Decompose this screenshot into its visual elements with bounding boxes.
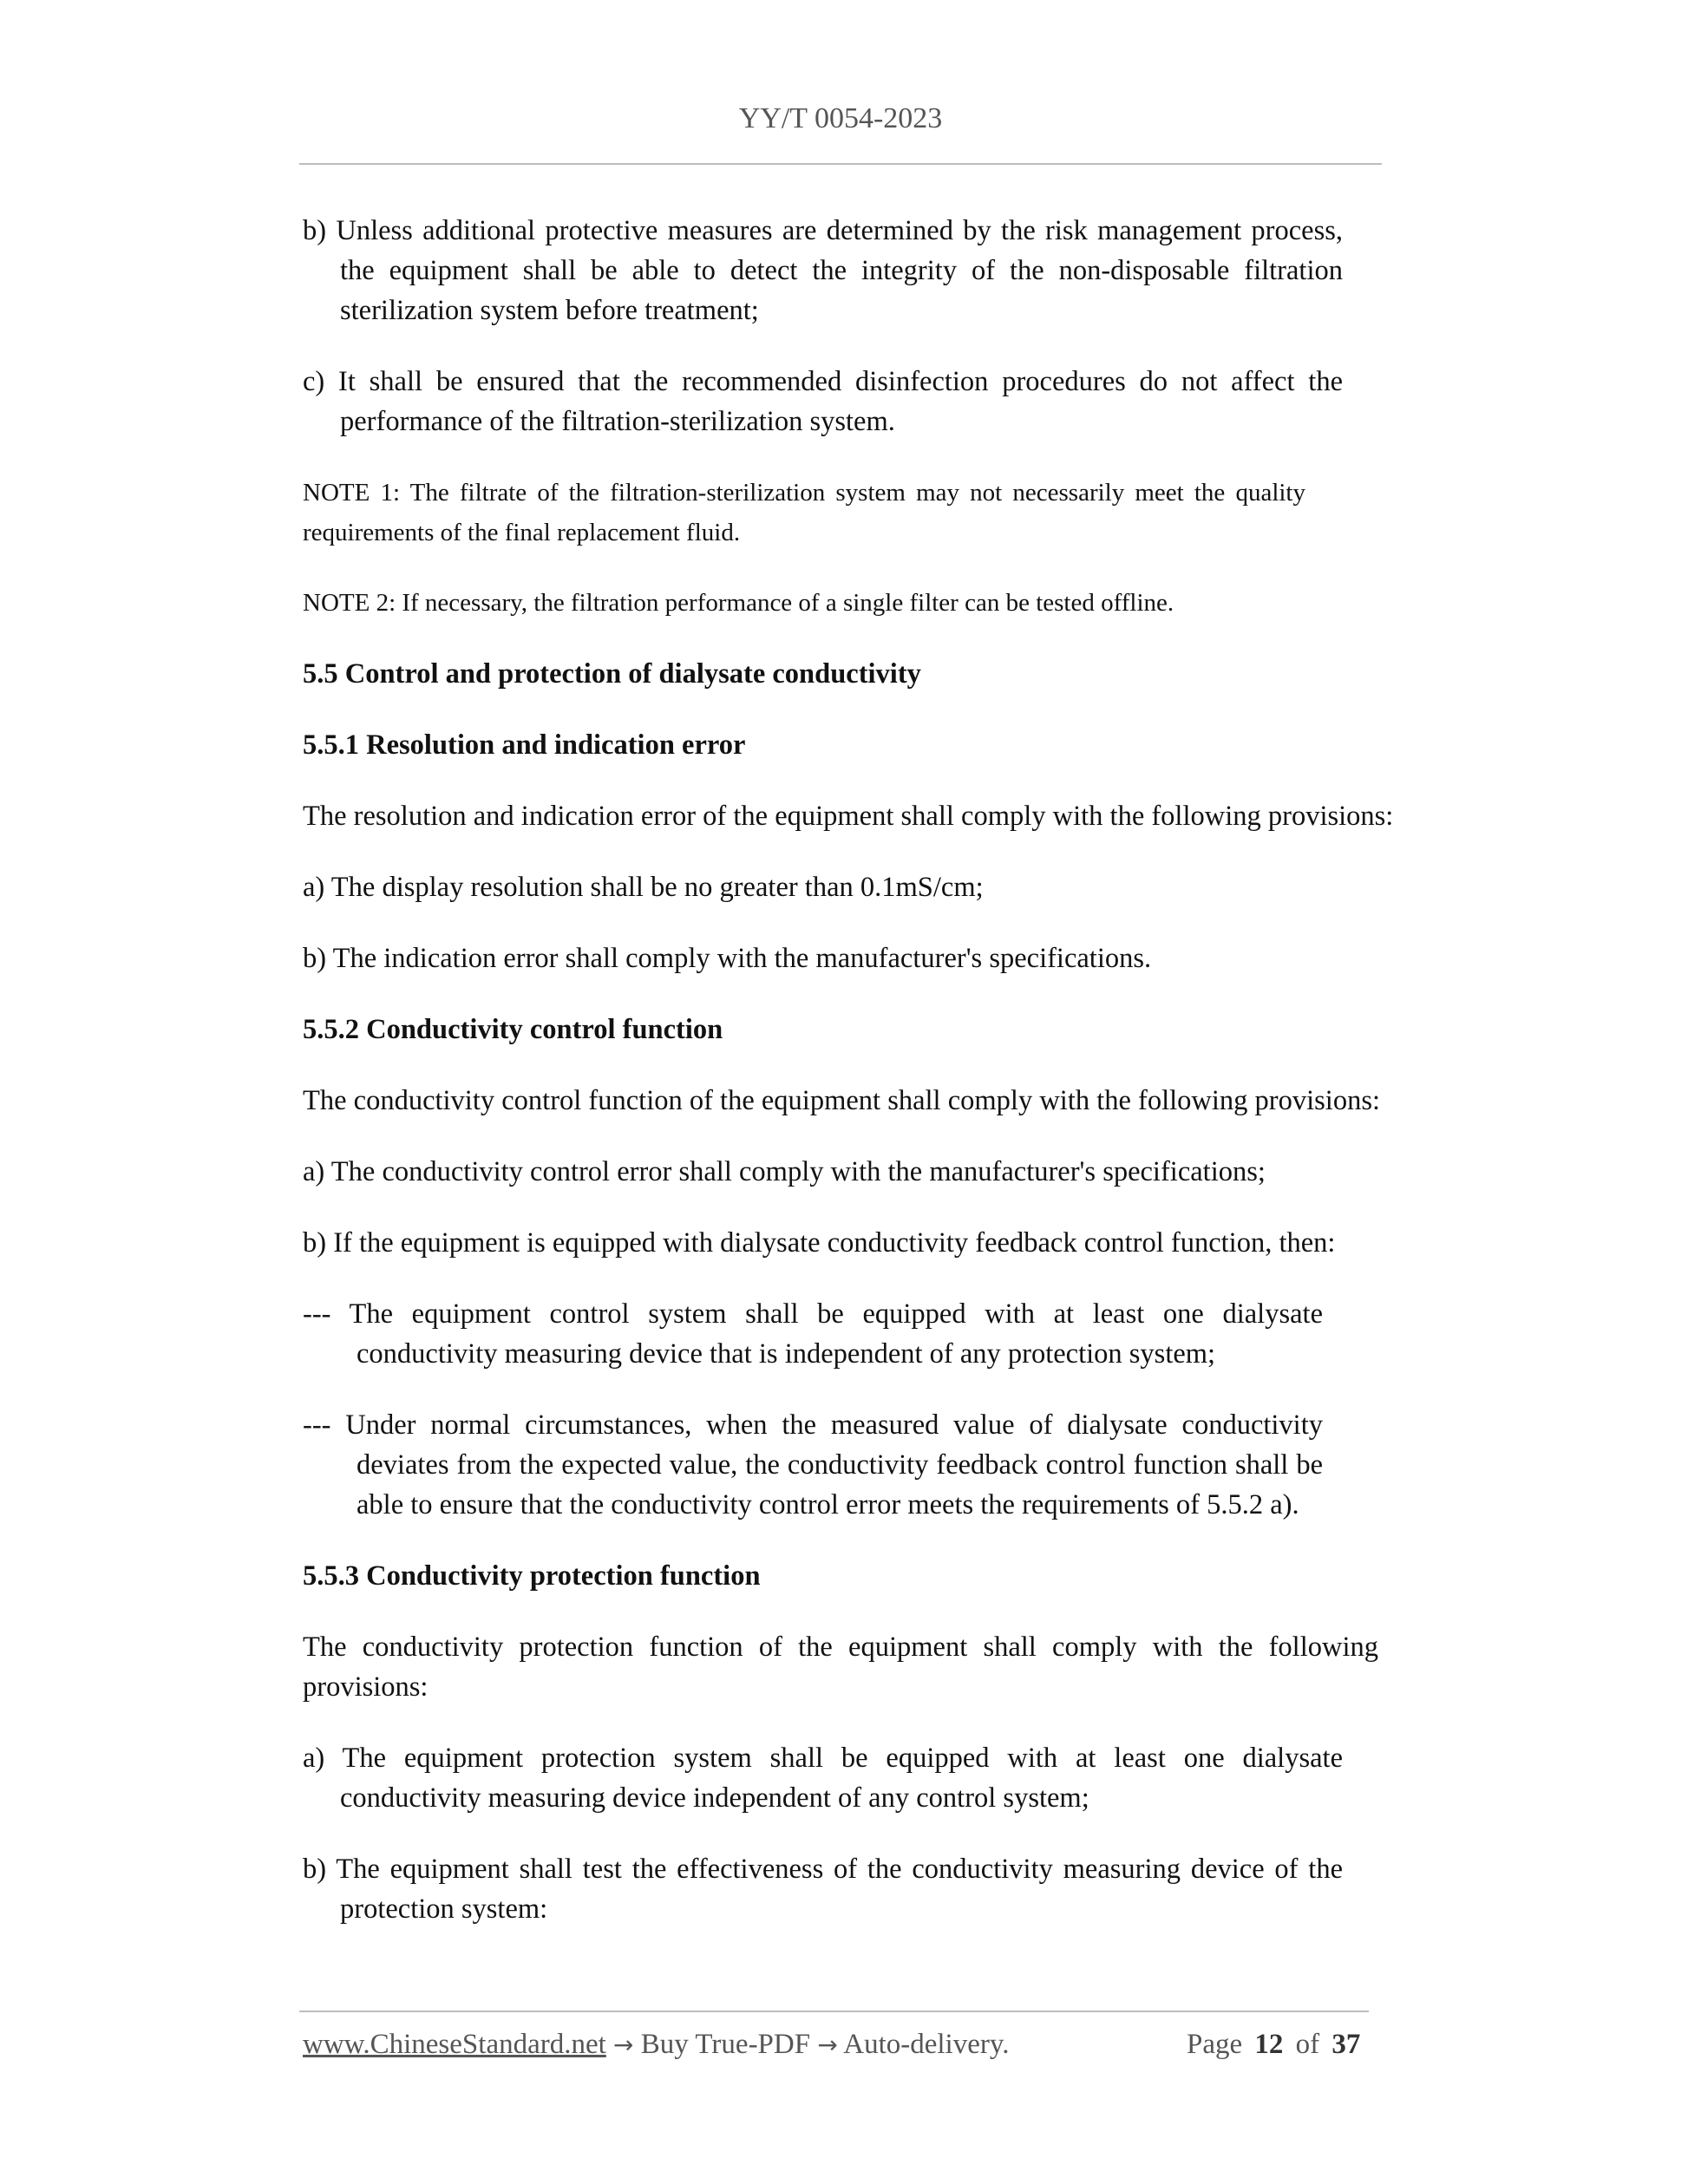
dash-item-2: --- Under normal circumstances, when the measured value of dialysate conductivity deviates from the expected value, the conductivity feedback control function shall be able to ensure that the conductivity control error meets the requirements of 5.5.2 a). <box>303 1409 1323 1520</box>
section-heading-5-5-2: 5.5.2 Conductivity control function <box>303 1014 723 1045</box>
footer-promo <box>303 2029 1009 2061</box>
document-content <box>303 211 1394 1929</box>
section-heading-5-5-1: 5.5.1 Resolution and indication error <box>303 729 746 761</box>
page-label: Page <box>1187 2029 1243 2060</box>
arrow-right-icon: → <box>613 2030 634 2059</box>
footer-step-delivery: Auto-delivery. <box>843 2029 1010 2060</box>
header-divider <box>299 163 1382 165</box>
section-heading-5-5: 5.5 Control and protection of dialysate conductivity <box>303 658 921 690</box>
page-header-doc-number: YY/T 0054-2023 <box>738 102 943 134</box>
list-item-c: c) It shall be ensured that the recommended disinfection procedures do not affect the performance of the filtration-sterilization system. <box>303 366 1343 437</box>
arrow-right-icon: → <box>817 2030 838 2059</box>
footer-step-buy: Buy True-PDF <box>640 2029 811 2060</box>
note-2: NOTE 2: If necessary, the filtration performance of a single filter can be tested offline. <box>303 589 1174 617</box>
list-item-b: b) Unless additional protective measures are determined by the risk management process, the equipment shall be able to detect the integrity of the non-disposable filtration sterilization system before treatment; <box>303 215 1343 326</box>
list-item-5-5-2-a: a) The conductivity control error shall comply with the manufacturer's specifications; <box>303 1156 1266 1187</box>
list-item-5-5-1-a: a) The display resolution shall be no greater than 0.1mS/cm; <box>303 872 984 903</box>
note-1: NOTE 1: The filtrate of the filtration-sterilization system may not necessarily meet the quality requirements of the final replacement fluid. <box>303 479 1305 546</box>
page-current: 12 <box>1254 2029 1284 2060</box>
paragraph-5-5-3-intro: The conductivity protection function of the equipment shall comply with the following provisions: <box>303 1631 1378 1703</box>
page-of: of <box>1295 2029 1320 2060</box>
section-heading-5-5-3: 5.5.3 Conductivity protection function <box>303 1560 761 1592</box>
list-item-5-5-3-a: a) The equipment protection system shall be equipped with at least one dialysate conductivity measuring device independent of any control system; <box>303 1743 1343 1814</box>
list-item-5-5-2-b: b) If the equipment is equipped with dialysate conductivity feedback control function, then: <box>303 1227 1336 1259</box>
paragraph-5-5-1-intro: The resolution and indication error of the equipment shall comply with the following provisions: <box>303 801 1394 832</box>
page-total: 37 <box>1331 2029 1361 2060</box>
paragraph-5-5-2-intro: The conductivity control function of the equipment shall comply with the following provisions: <box>303 1085 1381 1116</box>
site-link[interactable]: www.ChineseStandard.net <box>303 2029 606 2060</box>
page-number <box>1187 2029 1360 2061</box>
dash-item-1: --- The equipment control system shall be equipped with at least one dialysate conductivity measuring device that is independent of any protection system; <box>303 1298 1323 1370</box>
list-item-5-5-1-b: b) The indication error shall comply with the manufacturer's specifications. <box>303 943 1152 974</box>
footer-divider <box>299 2011 1369 2012</box>
list-item-5-5-3-b: b) The equipment shall test the effectiveness of the conductivity measuring device of the protection system: <box>303 1854 1343 1925</box>
